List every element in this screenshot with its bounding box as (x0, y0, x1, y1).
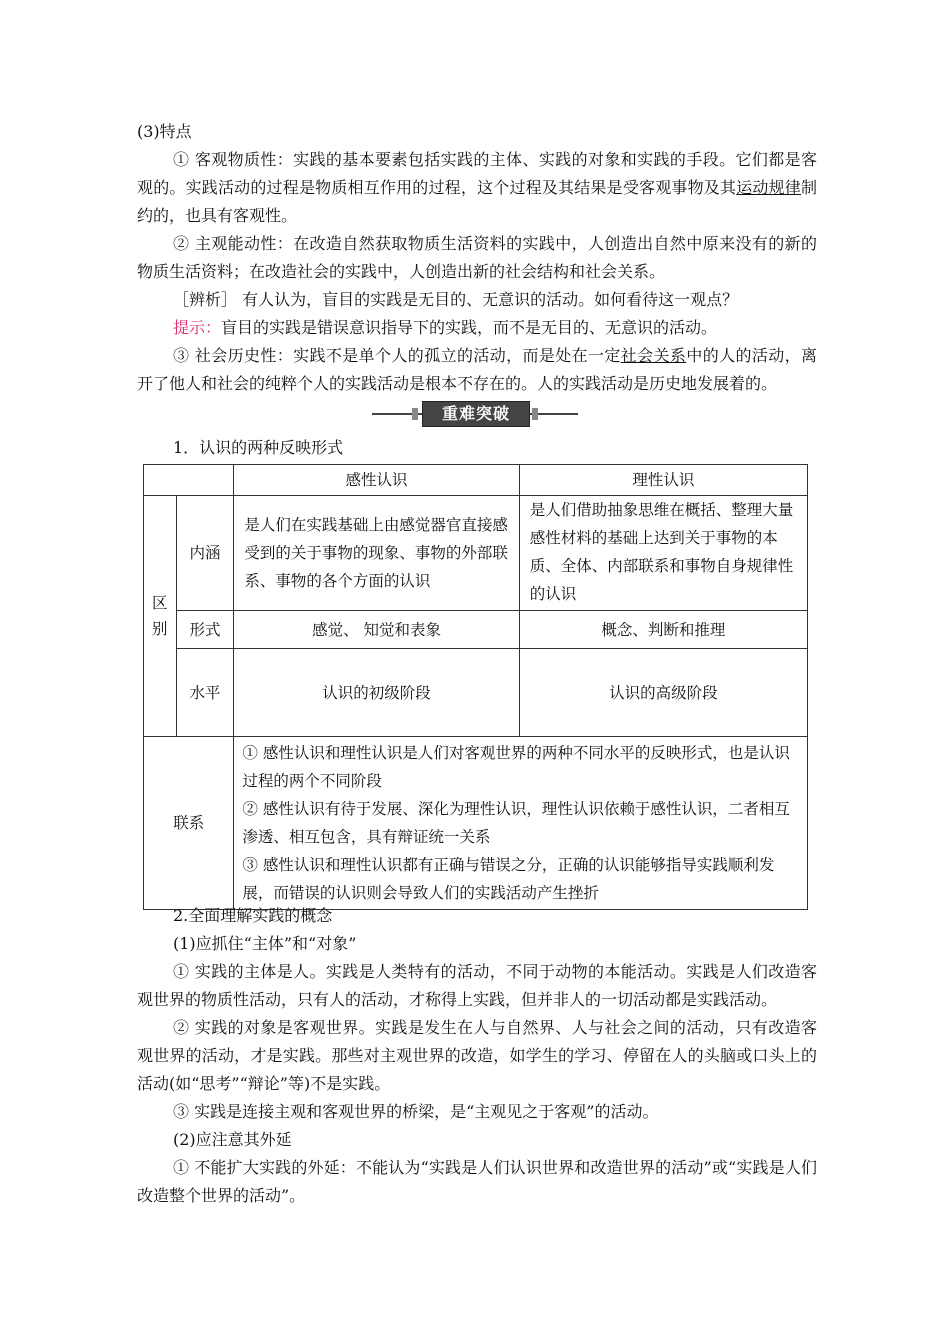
header-rational: 理性认识 (519, 465, 807, 496)
paragraph: ① 实践的主体是人。实践是人类特有的活动，不同于动物的本能活动。实践是人们改造客观世界的物质性活动，只有人的活动，才称得上实践，但并非人的一切活动都是实践活动。 (137, 962, 817, 1009)
paragraph-social: ③ 社会历史性：实践不是单个人的孤立的活动，而是处在一定社会关系中的人的活动，离开了他人和社会的纯粹个人的实践活动是根本不存在的。人的实践活动是历史地发展着的。 (137, 346, 817, 393)
banner-label: 重难突破 (422, 401, 530, 427)
section-banner (372, 400, 578, 428)
link-label: 联系 (144, 737, 234, 910)
item2-sub1: (1)应抓住“主体”和“对象” (173, 934, 357, 953)
row-label: 内涵 (176, 496, 234, 611)
row-label: 形式 (176, 611, 234, 649)
underlined-term: 运动规律 (736, 178, 801, 197)
paragraph: ② 实践的对象是客观世界。实践是发生在人与自然界、人与社会之间的活动，只有改造客观世界的活动，才是实践。那些对主观世界的改造，如学生的学习、停留在人的头脑或口头上的活动(如“思考”“辩论”等)不是实践。 (137, 1018, 817, 1093)
paragraph: ③ 实践是连接主观和客观世界的桥梁，是“主观见之于客观”的活动。 (173, 1102, 659, 1121)
item2-title: 2.全面理解实践的概念 (173, 906, 333, 925)
section-title: (3)特点 (137, 122, 192, 141)
underlined-term: 社会关系 (620, 346, 687, 365)
corner-cell (144, 465, 234, 496)
hint: 提示：盲目的实践是错误意识指导下的实践，而不是无目的、无意识的活动。 (173, 318, 718, 337)
link-content (234, 737, 808, 910)
hint-label: 提示： (173, 318, 222, 337)
cell-text: 感觉、 知觉和表象 (234, 611, 519, 649)
row-label: 水平 (176, 649, 234, 737)
link-item: ② 感性认识有待于发展、深化为理性认识，理性认识依赖于感性认识，二者相互渗透、相互包含，具有辩证统一关系 (242, 800, 790, 846)
paragraph-objective: ① 客观物质性：实践的基本要素包括实践的主体、实践的对象和实践的手段。它们都是客观的。实践活动的过程是物质相互作用的过程，这个过程及其结果是受客观事物及其运动规律制约的，也具有客观性。 (137, 150, 817, 225)
paragraph: ① 不能扩大实践的外延：不能认为“实践是人们认识世界和改造世界的活动”或“实践是人们改造整个世界的活动”。 (137, 1158, 817, 1205)
paragraph-subjective: ② 主观能动性：在改造自然获取物质生活资料的实践中，人创造出自然中原来没有的新的物质生活资料；在改造社会的实践中，人创造出新的社会结构和社会关系。 (137, 234, 817, 281)
cell-text: 认识的高级阶段 (519, 649, 807, 737)
item1-title: 1．认识的两种反映形式 (173, 438, 344, 457)
cell-text: 认识的初级阶段 (234, 649, 519, 737)
item2-sub2: (2)应注意其外延 (173, 1130, 292, 1149)
header-perceptual: 感性认识 (234, 465, 519, 496)
link-item: ① 感性认识和理性认识是人们对客观世界的两种不同水平的反映形式，也是认识过程的两个不同阶段 (242, 744, 790, 790)
cell-text: 概念、判断和推理 (519, 611, 807, 649)
bianxi-question: ［辨析］ 有人认为，盲目的实践是无目的、无意识的活动。如何看待这一观点？ (173, 290, 739, 309)
cell-text: 是人们借助抽象思维在概括、整理大量感性材料的基础上达到关于事物的本质、全体、内部联系和事物自身规律性的认识 (519, 496, 807, 611)
comparison-table (143, 464, 808, 910)
group-label: 区别 (144, 496, 177, 737)
link-item: ③ 感性认识和理性认识都有正确与错误之分，正确的认识能够指导实践顺利发展，而错误的认识则会导致人们的实践活动产生挫折 (242, 856, 775, 902)
cell-text: 是人们在实践基础上由感觉器官直接感受到的关于事物的现象、事物的外部联系、事物的各个方面的认识 (234, 496, 519, 611)
